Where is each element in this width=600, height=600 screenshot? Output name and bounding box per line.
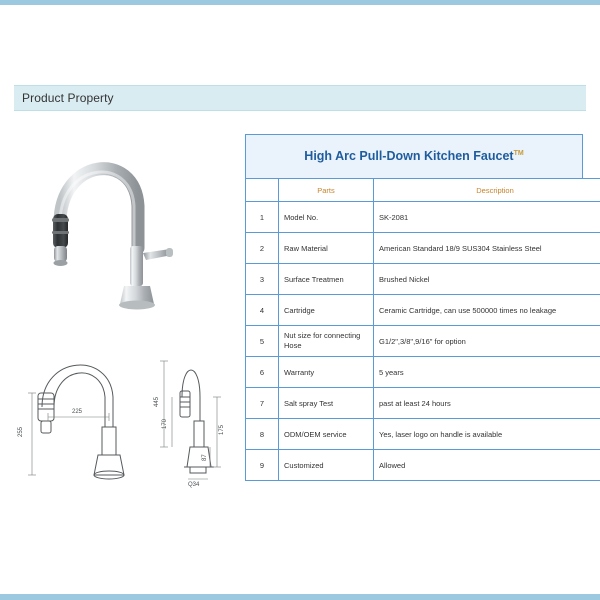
row-index: 6	[246, 357, 279, 388]
row-index: 5	[246, 326, 279, 357]
row-index: 7	[246, 388, 279, 419]
row-part: ODM/OEM service	[279, 419, 374, 450]
table-header-row	[246, 179, 600, 202]
dimension-87: 87	[202, 454, 208, 461]
table-row	[246, 388, 600, 419]
specification-panel	[245, 134, 583, 481]
column-header-index	[246, 179, 279, 202]
specification-table	[245, 178, 600, 481]
row-index: 3	[246, 264, 279, 295]
row-description: SK-2081	[374, 202, 600, 233]
table-row	[246, 264, 600, 295]
product-title-text: High Arc Pull-Down Kitchen Faucet	[304, 149, 514, 163]
dimension-225: 225	[72, 409, 83, 415]
product-title	[245, 134, 583, 179]
technical-drawing	[14, 335, 226, 500]
row-description: American Standard 18/9 SUS304 Stainless Steel	[374, 233, 600, 264]
table-row	[246, 357, 600, 388]
row-index: 8	[246, 419, 279, 450]
row-index: 9	[246, 450, 279, 481]
row-description: past at least 24 hours	[374, 388, 600, 419]
row-description: Ceramic Cartridge, can use 500000 times no leakage	[374, 295, 600, 326]
row-index: 1	[246, 202, 279, 233]
table-row	[246, 419, 600, 450]
faucet-photo-graphic	[20, 128, 220, 328]
row-description: 5 years	[374, 357, 600, 388]
dimension-255: 255	[18, 426, 24, 437]
table-row	[246, 450, 600, 481]
row-part: Surface Treatmen	[279, 264, 374, 295]
dimension-445: 445	[154, 396, 160, 407]
row-description: Allowed	[374, 450, 600, 481]
trademark-mark: TM	[513, 149, 524, 157]
row-part: Model No.	[279, 202, 374, 233]
row-description: Yes, laser logo on handle is available	[374, 419, 600, 450]
page-title: Product Property	[22, 91, 114, 105]
row-part: Raw Material	[279, 233, 374, 264]
table-row	[246, 233, 600, 264]
row-part: Warranty	[279, 357, 374, 388]
bottom-accent-bar	[0, 594, 600, 600]
column-header-description: Description	[374, 179, 600, 202]
row-description: G1/2",3/8",9/16" for option	[374, 326, 600, 357]
dimension-q34: Q34	[188, 482, 200, 488]
row-part: Nut size for connecting Hose	[279, 326, 374, 357]
dimension-175: 175	[219, 424, 225, 435]
dimension-drawing-graphic	[14, 335, 226, 500]
row-description: Brushed Nickel	[374, 264, 600, 295]
row-index: 2	[246, 233, 279, 264]
table-row	[246, 202, 600, 233]
table-row	[246, 326, 600, 357]
top-accent-bar	[0, 0, 600, 5]
table-row	[246, 295, 600, 326]
product-photo	[20, 128, 220, 328]
column-header-parts: Parts	[279, 179, 374, 202]
row-part: Salt spray Test	[279, 388, 374, 419]
section-header	[14, 85, 586, 111]
row-index: 4	[246, 295, 279, 326]
dimension-170: 170	[162, 418, 168, 429]
row-part: Cartridge	[279, 295, 374, 326]
row-part: Customized	[279, 450, 374, 481]
